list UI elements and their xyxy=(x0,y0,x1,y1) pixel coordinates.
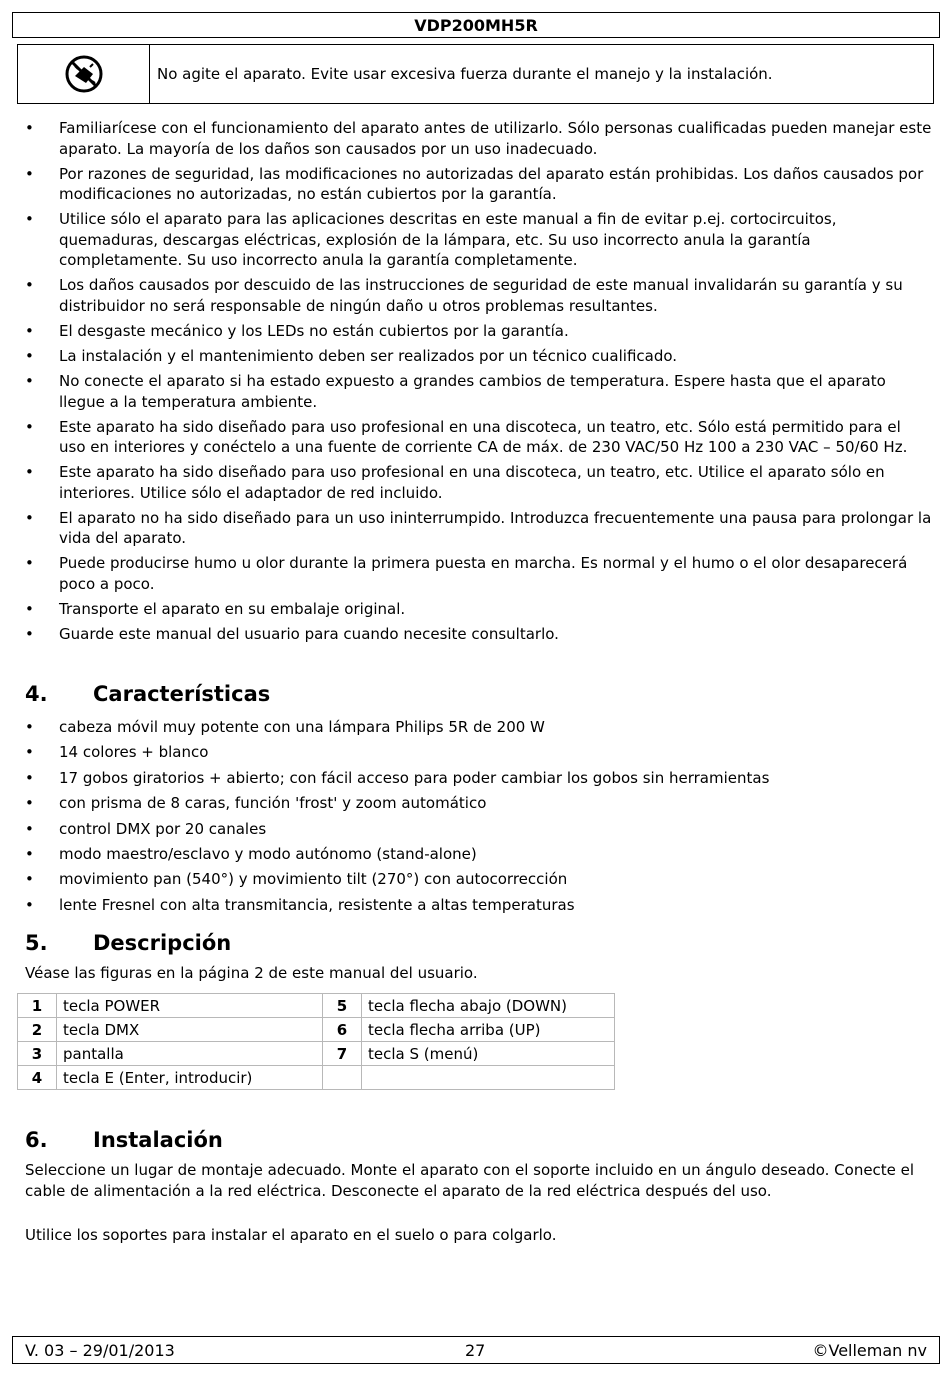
list-item: • lente Fresnel con alta transmitancia, resistente a altas temperaturas xyxy=(0,895,950,916)
table-cell: 1 xyxy=(18,994,57,1018)
warning-icon-cell xyxy=(18,45,150,103)
section-number: 4. xyxy=(25,682,48,706)
list-item: • La instalación y el mantenimiento deben ser realizados por un técnico cualificado. xyxy=(0,346,950,367)
description-table xyxy=(17,993,615,1090)
document-title: VDP200MH5R xyxy=(414,16,538,35)
list-item: • Guarde este manual del usuario para cuando necesite consultarlo. xyxy=(0,624,950,645)
list-item: • Este aparato ha sido diseñado para uso profesional en una discoteca, un teatro, etc. Utilice el aparato sólo en interiores. Utilice sólo el adaptador de red incluido. xyxy=(0,462,950,503)
table-cell: 2 xyxy=(18,1018,57,1042)
section-title: Descripción xyxy=(93,931,232,955)
table-cell: tecla POWER xyxy=(57,994,323,1018)
section-heading-installation xyxy=(25,1128,223,1152)
list-item: • control DMX por 20 canales xyxy=(0,819,950,840)
page-number: 27 xyxy=(465,1341,486,1360)
section-number: 6. xyxy=(25,1128,48,1152)
section-number: 5. xyxy=(25,931,48,955)
list-item: • cabeza móvil muy potente con una lámpara Philips 5R de 200 W xyxy=(0,717,950,738)
list-item: • Puede producirse humo u olor durante la primera puesta en marcha. Es normal y el humo o el olor desaparecerá poco a poco. xyxy=(0,553,950,594)
section-title: Instalación xyxy=(93,1128,223,1152)
list-item: • 14 colores + blanco xyxy=(0,742,950,763)
table-cell xyxy=(323,1066,362,1090)
table-row xyxy=(18,994,615,1018)
list-item: • El aparato no ha sido diseñado para un uso ininterrumpido. Introduzca frecuentemente una pausa para prolongar la vida del aparato. xyxy=(0,508,950,549)
safety-list xyxy=(0,118,950,649)
list-item: • con prisma de 8 caras, función 'frost' y zoom automático xyxy=(0,793,950,814)
warning-text-cell xyxy=(150,45,933,103)
no-shaking-icon xyxy=(64,54,104,94)
features-list xyxy=(0,717,950,920)
footer-version: V. 03 – 29/01/2013 xyxy=(25,1341,175,1360)
list-item: • movimiento pan (540°) y movimiento tilt (270°) con autocorrección xyxy=(0,869,950,890)
footer-copyright: ©Velleman nv xyxy=(812,1341,927,1360)
table-cell: tecla flecha arriba (UP) xyxy=(362,1018,615,1042)
table-row xyxy=(18,1018,615,1042)
list-item: • Por razones de seguridad, las modificaciones no autorizadas del aparato están prohibidas. Los daños causados por modificaciones no autorizadas, no están cubiertos por la garantía. xyxy=(0,164,950,205)
list-item: • 17 gobos giratorios + abierto; con fácil acceso para poder cambiar los gobos sin herramientas xyxy=(0,768,950,789)
table-row xyxy=(18,1066,615,1090)
warning-table xyxy=(17,44,934,104)
list-item: • Este aparato ha sido diseñado para uso profesional en una discoteca, un teatro, etc. Sólo está permitido para el uso en interiores y conéctelo a una fuente de corriente CA de máx. de 230 VAC/50 Hz 100 a 230 VAC – 50/60 Hz. xyxy=(0,417,950,458)
list-item: • Transporte el aparato en su embalaje original. xyxy=(0,599,950,620)
section-heading-description xyxy=(25,931,231,955)
installation-paragraph: Seleccione un lugar de montaje adecuado. Monte el aparato con el soporte incluido en un ángulo deseado. Conecte el cable de alimentación a la red eléctrica. Desconecte el aparato de la red eléctrica después del uso. xyxy=(25,1161,915,1200)
table-cell: 3 xyxy=(18,1042,57,1066)
list-item: • Los daños causados por descuido de las instrucciones de seguridad de este manual invalidarán su garantía y su distribuidor no será responsable de ningún daño u otros problemas resultantes. xyxy=(0,275,950,316)
table-row xyxy=(18,1042,615,1066)
table-cell: tecla E (Enter, introducir) xyxy=(57,1066,323,1090)
table-cell: pantalla xyxy=(57,1042,323,1066)
table-cell: 4 xyxy=(18,1066,57,1090)
list-item: • No conecte el aparato si ha estado expuesto a grandes cambios de temperatura. Espere hasta que el aparato llegue a la temperatura ambiente. xyxy=(0,371,950,412)
installation-paragraph: Utilice los soportes para instalar el aparato en el suelo o para colgarlo. xyxy=(25,1226,557,1244)
section-title: Características xyxy=(93,682,271,706)
page-footer xyxy=(12,1336,940,1364)
page-header xyxy=(12,12,940,38)
table-cell: tecla flecha abajo (DOWN) xyxy=(362,994,615,1018)
table-cell: tecla DMX xyxy=(57,1018,323,1042)
description-intro: Véase las figuras en la página 2 de este manual del usuario. xyxy=(25,964,478,982)
list-item: • Familiarícese con el funcionamiento del aparato antes de utilizarlo. Sólo personas cualificadas pueden manejar este aparato. La mayoría de los daños son causados por un uso inadecuado. xyxy=(0,118,950,159)
table-cell: 7 xyxy=(323,1042,362,1066)
list-item: • El desgaste mecánico y los LEDs no están cubiertos por la garantía. xyxy=(0,321,950,342)
table-cell: 5 xyxy=(323,994,362,1018)
table-cell xyxy=(362,1066,615,1090)
list-item: • modo maestro/esclavo y modo autónomo (stand-alone) xyxy=(0,844,950,865)
list-item: • Utilice sólo el aparato para las aplicaciones descritas en este manual a fin de evitar p.ej. cortocircuitos, quemaduras, descargas eléctricas, explosión de la lámpara, etc. Su uso incorrecto anula la garantía completamente. Su uso incorrecto anula la garantía completamente. xyxy=(0,209,950,271)
table-cell: 6 xyxy=(323,1018,362,1042)
table-cell: tecla S (menú) xyxy=(362,1042,615,1066)
warning-text: No agite el aparato. Evite usar excesiva fuerza durante el manejo y la instalación. xyxy=(157,65,773,83)
section-heading-features xyxy=(25,682,270,706)
